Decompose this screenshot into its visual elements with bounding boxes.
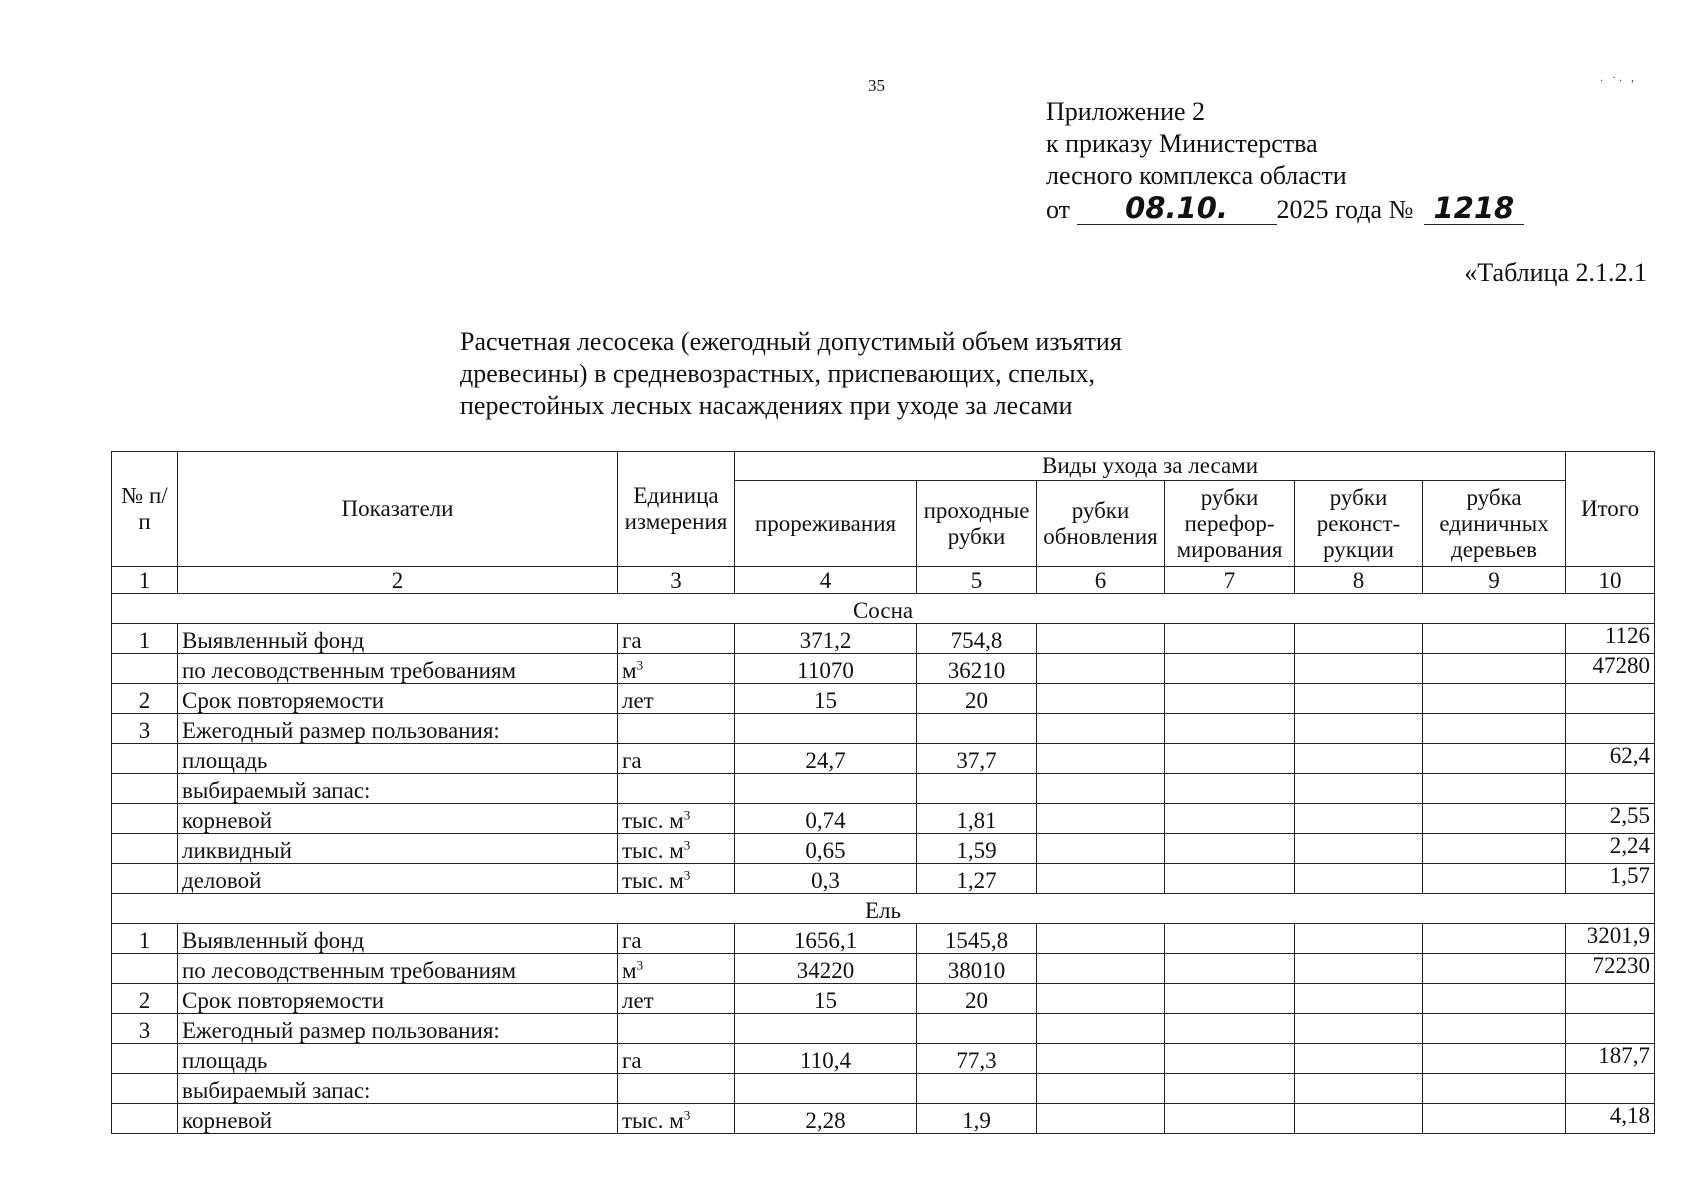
col-number: 3 (618, 567, 735, 594)
value-single-trees (1423, 654, 1566, 684)
value-passage (917, 1014, 1037, 1044)
unit-text: лет (622, 988, 654, 1013)
value-thinning: 110,4 (735, 1044, 917, 1074)
value-renewal (1037, 804, 1165, 834)
value-reconstruction (1295, 684, 1423, 714)
value-single-trees (1423, 1104, 1566, 1134)
row-unit (618, 1074, 735, 1104)
value-total: 3201,9 (1566, 924, 1655, 954)
value-passage: 1,81 (917, 804, 1037, 834)
table-row (112, 714, 1655, 744)
header-col-reform: рубки перефор-мирования (1165, 481, 1295, 567)
value-reform (1165, 714, 1295, 744)
value-thinning (735, 1074, 917, 1104)
value-thinning: 24,7 (735, 744, 917, 774)
row-unit (618, 1044, 735, 1074)
value-reconstruction (1295, 744, 1423, 774)
value-renewal (1037, 864, 1165, 894)
value-renewal (1037, 984, 1165, 1014)
value-renewal (1037, 1044, 1165, 1074)
value-reconstruction (1295, 864, 1423, 894)
value-reconstruction (1295, 804, 1423, 834)
col-number: 2 (178, 567, 618, 594)
value-single-trees (1423, 1014, 1566, 1044)
value-thinning (735, 774, 917, 804)
value-renewal (1037, 1104, 1165, 1134)
value-single-trees (1423, 774, 1566, 804)
row-number (112, 954, 178, 984)
row-number (112, 654, 178, 684)
value-single-trees (1423, 984, 1566, 1014)
value-renewal (1037, 744, 1165, 774)
value-total: 47280 (1566, 654, 1655, 684)
value-thinning (735, 1014, 917, 1044)
value-renewal (1037, 684, 1165, 714)
header-col-reconstruction: рубки реконст-рукции (1295, 481, 1423, 567)
row-number: 3 (112, 714, 178, 744)
row-indicator: корневой (178, 1104, 618, 1134)
value-single-trees (1423, 744, 1566, 774)
row-unit (618, 804, 735, 834)
value-reconstruction (1295, 1044, 1423, 1074)
value-thinning: 0,74 (735, 804, 917, 834)
value-single-trees (1423, 954, 1566, 984)
value-reform (1165, 744, 1295, 774)
value-reform (1165, 834, 1295, 864)
table-row (112, 744, 1655, 774)
value-renewal (1037, 834, 1165, 864)
value-single-trees (1423, 804, 1566, 834)
value-reconstruction (1295, 624, 1423, 654)
from-label: от (1046, 195, 1071, 224)
row-indicator: Ежегодный размер пользования: (178, 714, 618, 744)
table-row (112, 1044, 1655, 1074)
value-passage (917, 1074, 1037, 1104)
value-reform (1165, 1074, 1295, 1104)
row-indicator: Выявленный фонд (178, 924, 618, 954)
value-total: 62,4 (1566, 744, 1655, 774)
unit-superscript: 3 (683, 807, 691, 823)
header-group-care-types: Виды ухода за лесами (735, 452, 1566, 481)
value-total: 1126 (1566, 624, 1655, 654)
value-reconstruction (1295, 714, 1423, 744)
value-renewal (1037, 924, 1165, 954)
value-passage: 20 (917, 984, 1037, 1014)
value-total: 187,7 (1566, 1044, 1655, 1074)
value-total: 1,57 (1566, 864, 1655, 894)
unit-superscript: 3 (683, 837, 691, 853)
unit-superscript: 3 (683, 867, 691, 883)
value-thinning: 371,2 (735, 624, 917, 654)
value-reform (1165, 774, 1295, 804)
value-single-trees (1423, 684, 1566, 714)
value-reform (1165, 684, 1295, 714)
unit-text: га (622, 1048, 642, 1073)
value-single-trees (1423, 834, 1566, 864)
table-row (112, 1104, 1655, 1134)
unit-text: тыс. м (622, 838, 684, 863)
unit-text: м (622, 658, 637, 683)
unit-superscript: 3 (683, 1107, 691, 1123)
value-reform (1165, 864, 1295, 894)
row-number: 3 (112, 1014, 178, 1044)
row-indicator: Ежегодный размер пользования: (178, 1014, 618, 1044)
value-thinning: 11070 (735, 654, 917, 684)
header-col-unit: Единица измерения (618, 452, 735, 567)
header-col-renewal: рубки обновления (1037, 481, 1165, 567)
value-single-trees (1423, 1074, 1566, 1104)
unit-text: тыс. м (622, 868, 684, 893)
handwritten-order-number: 1218 (1424, 192, 1524, 225)
value-passage: 37,7 (917, 744, 1037, 774)
value-reconstruction (1295, 1104, 1423, 1134)
value-passage: 20 (917, 684, 1037, 714)
row-unit (618, 954, 735, 984)
value-single-trees (1423, 864, 1566, 894)
row-indicator: корневой (178, 804, 618, 834)
unit-text: лет (622, 688, 654, 713)
value-reform (1165, 1014, 1295, 1044)
col-number: 7 (1165, 567, 1295, 594)
col-number: 10 (1566, 567, 1655, 594)
row-number (112, 1074, 178, 1104)
appendix-block (1046, 96, 1524, 226)
value-reform (1165, 624, 1295, 654)
value-single-trees (1423, 1044, 1566, 1074)
cutting-area-table (111, 451, 1655, 1134)
row-number (112, 744, 178, 774)
value-total (1566, 774, 1655, 804)
row-indicator: по лесоводственным требованиям (178, 654, 618, 684)
row-unit (618, 1104, 735, 1134)
value-thinning (735, 714, 917, 744)
value-passage: 754,8 (917, 624, 1037, 654)
row-number (112, 804, 178, 834)
row-number: 2 (112, 684, 178, 714)
table-row (112, 774, 1655, 804)
value-passage: 77,3 (917, 1044, 1037, 1074)
row-indicator: ликвидный (178, 834, 618, 864)
value-total (1566, 984, 1655, 1014)
value-thinning: 34220 (735, 954, 917, 984)
value-total: 72230 (1566, 954, 1655, 984)
year-text: 2025 года № (1276, 195, 1414, 224)
value-reform (1165, 654, 1295, 684)
value-total: 2,24 (1566, 834, 1655, 864)
value-reconstruction (1295, 654, 1423, 684)
header-col-single-trees: рубка единичных деревьев (1423, 481, 1566, 567)
header-col-total: Итого (1566, 452, 1655, 567)
section-row (112, 894, 1655, 924)
row-number (112, 1044, 178, 1074)
row-indicator: Срок повторяемости (178, 984, 618, 1014)
table-row (112, 804, 1655, 834)
section-title: Ель (112, 894, 1655, 924)
value-thinning: 0,65 (735, 834, 917, 864)
col-number: 4 (735, 567, 917, 594)
value-reconstruction (1295, 1074, 1423, 1104)
row-number (112, 1104, 178, 1134)
column-numbers-row (112, 567, 1655, 594)
unit-text: тыс. м (622, 1108, 684, 1133)
value-single-trees (1423, 714, 1566, 744)
value-reform (1165, 1104, 1295, 1134)
value-passage: 1,27 (917, 864, 1037, 894)
value-passage: 1545,8 (917, 924, 1037, 954)
unit-superscript: 3 (636, 957, 644, 973)
row-unit (618, 1014, 735, 1044)
table-row (112, 984, 1655, 1014)
value-total (1566, 714, 1655, 744)
value-reconstruction (1295, 834, 1423, 864)
value-renewal (1037, 624, 1165, 654)
value-thinning: 15 (735, 984, 917, 1014)
value-passage: 1,9 (917, 1104, 1037, 1134)
value-reconstruction (1295, 924, 1423, 954)
table-row (112, 864, 1655, 894)
value-reconstruction (1295, 774, 1423, 804)
value-reform (1165, 1044, 1295, 1074)
corner-marks: . ·. , (1600, 70, 1637, 84)
value-reconstruction (1295, 984, 1423, 1014)
value-total (1566, 1014, 1655, 1044)
row-indicator: деловой (178, 864, 618, 894)
table-row (112, 624, 1655, 654)
value-thinning: 2,28 (735, 1104, 917, 1134)
row-unit (618, 984, 735, 1014)
row-indicator: Выявленный фонд (178, 624, 618, 654)
value-total: 4,18 (1566, 1104, 1655, 1134)
row-number: 1 (112, 624, 178, 654)
row-number: 2 (112, 984, 178, 1014)
appendix-line-1: Приложение 2 (1046, 97, 1206, 126)
appendix-line-2: к приказу Министерства (1046, 129, 1318, 158)
value-reconstruction (1295, 1014, 1423, 1044)
value-renewal (1037, 1074, 1165, 1104)
unit-superscript: 3 (636, 657, 644, 673)
row-indicator: выбираемый запас: (178, 1074, 618, 1104)
row-unit (618, 834, 735, 864)
header-col-passage: проходные рубки (917, 481, 1037, 567)
col-number: 6 (1037, 567, 1165, 594)
value-renewal (1037, 654, 1165, 684)
table-reference: «Таблица 2.1.2.1 (1464, 258, 1647, 287)
row-unit (618, 624, 735, 654)
row-indicator: площадь (178, 744, 618, 774)
row-unit (618, 774, 735, 804)
unit-text: га (622, 748, 642, 773)
col-number: 8 (1295, 567, 1423, 594)
appendix-date-line (1046, 192, 1524, 226)
table-row (112, 654, 1655, 684)
value-renewal (1037, 774, 1165, 804)
table-row (112, 1074, 1655, 1104)
row-unit (618, 864, 735, 894)
table-row (112, 954, 1655, 984)
value-total (1566, 684, 1655, 714)
value-passage (917, 714, 1037, 744)
value-reform (1165, 984, 1295, 1014)
value-reform (1165, 954, 1295, 984)
row-number (112, 774, 178, 804)
value-thinning: 15 (735, 684, 917, 714)
value-reconstruction (1295, 954, 1423, 984)
title-line-2: древесины) в средневозрастных, приспевающих, спелых, (460, 359, 1096, 388)
value-passage (917, 774, 1037, 804)
unit-text: тыс. м (622, 808, 684, 833)
value-single-trees (1423, 624, 1566, 654)
row-number: 1 (112, 924, 178, 954)
row-unit (618, 924, 735, 954)
row-indicator: Срок повторяемости (178, 684, 618, 714)
table-row (112, 834, 1655, 864)
appendix-line-3: лесного комплекса области (1046, 161, 1347, 190)
row-unit (618, 714, 735, 744)
header-col-number: № п/п (112, 452, 178, 567)
value-thinning: 1656,1 (735, 924, 917, 954)
page-number: 35 (868, 76, 885, 95)
unit-text: га (622, 628, 642, 653)
handwritten-date: 08.10. (1077, 192, 1277, 225)
col-number: 1 (112, 567, 178, 594)
row-unit (618, 744, 735, 774)
document-title (460, 326, 1122, 422)
value-passage: 1,59 (917, 834, 1037, 864)
title-line-1: Расчетная лесосека (ежегодный допустимый объем изъятия (460, 327, 1122, 356)
value-thinning: 0,3 (735, 864, 917, 894)
title-line-3: перестойных лесных насаждениях при уходе за лесами (460, 391, 1073, 420)
value-renewal (1037, 954, 1165, 984)
col-number: 5 (917, 567, 1037, 594)
value-total (1566, 1074, 1655, 1104)
row-indicator: площадь (178, 1044, 618, 1074)
table-row (112, 924, 1655, 954)
value-passage: 38010 (917, 954, 1037, 984)
value-reform (1165, 804, 1295, 834)
row-indicator: по лесоводственным требованиям (178, 954, 618, 984)
row-unit (618, 684, 735, 714)
value-renewal (1037, 1014, 1165, 1044)
value-renewal (1037, 714, 1165, 744)
row-unit (618, 654, 735, 684)
value-passage: 36210 (917, 654, 1037, 684)
row-number (112, 834, 178, 864)
value-reform (1165, 924, 1295, 954)
row-number (112, 864, 178, 894)
row-indicator: выбираемый запас: (178, 774, 618, 804)
header-col-indicator: Показатели (178, 452, 618, 567)
value-single-trees (1423, 924, 1566, 954)
unit-text: м (622, 958, 637, 983)
section-title: Сосна (112, 594, 1655, 624)
section-row (112, 594, 1655, 624)
value-total: 2,55 (1566, 804, 1655, 834)
table-row (112, 684, 1655, 714)
unit-text: га (622, 928, 642, 953)
col-number: 9 (1423, 567, 1566, 594)
header-col-thinning: прореживания (735, 481, 917, 567)
table-row (112, 1014, 1655, 1044)
